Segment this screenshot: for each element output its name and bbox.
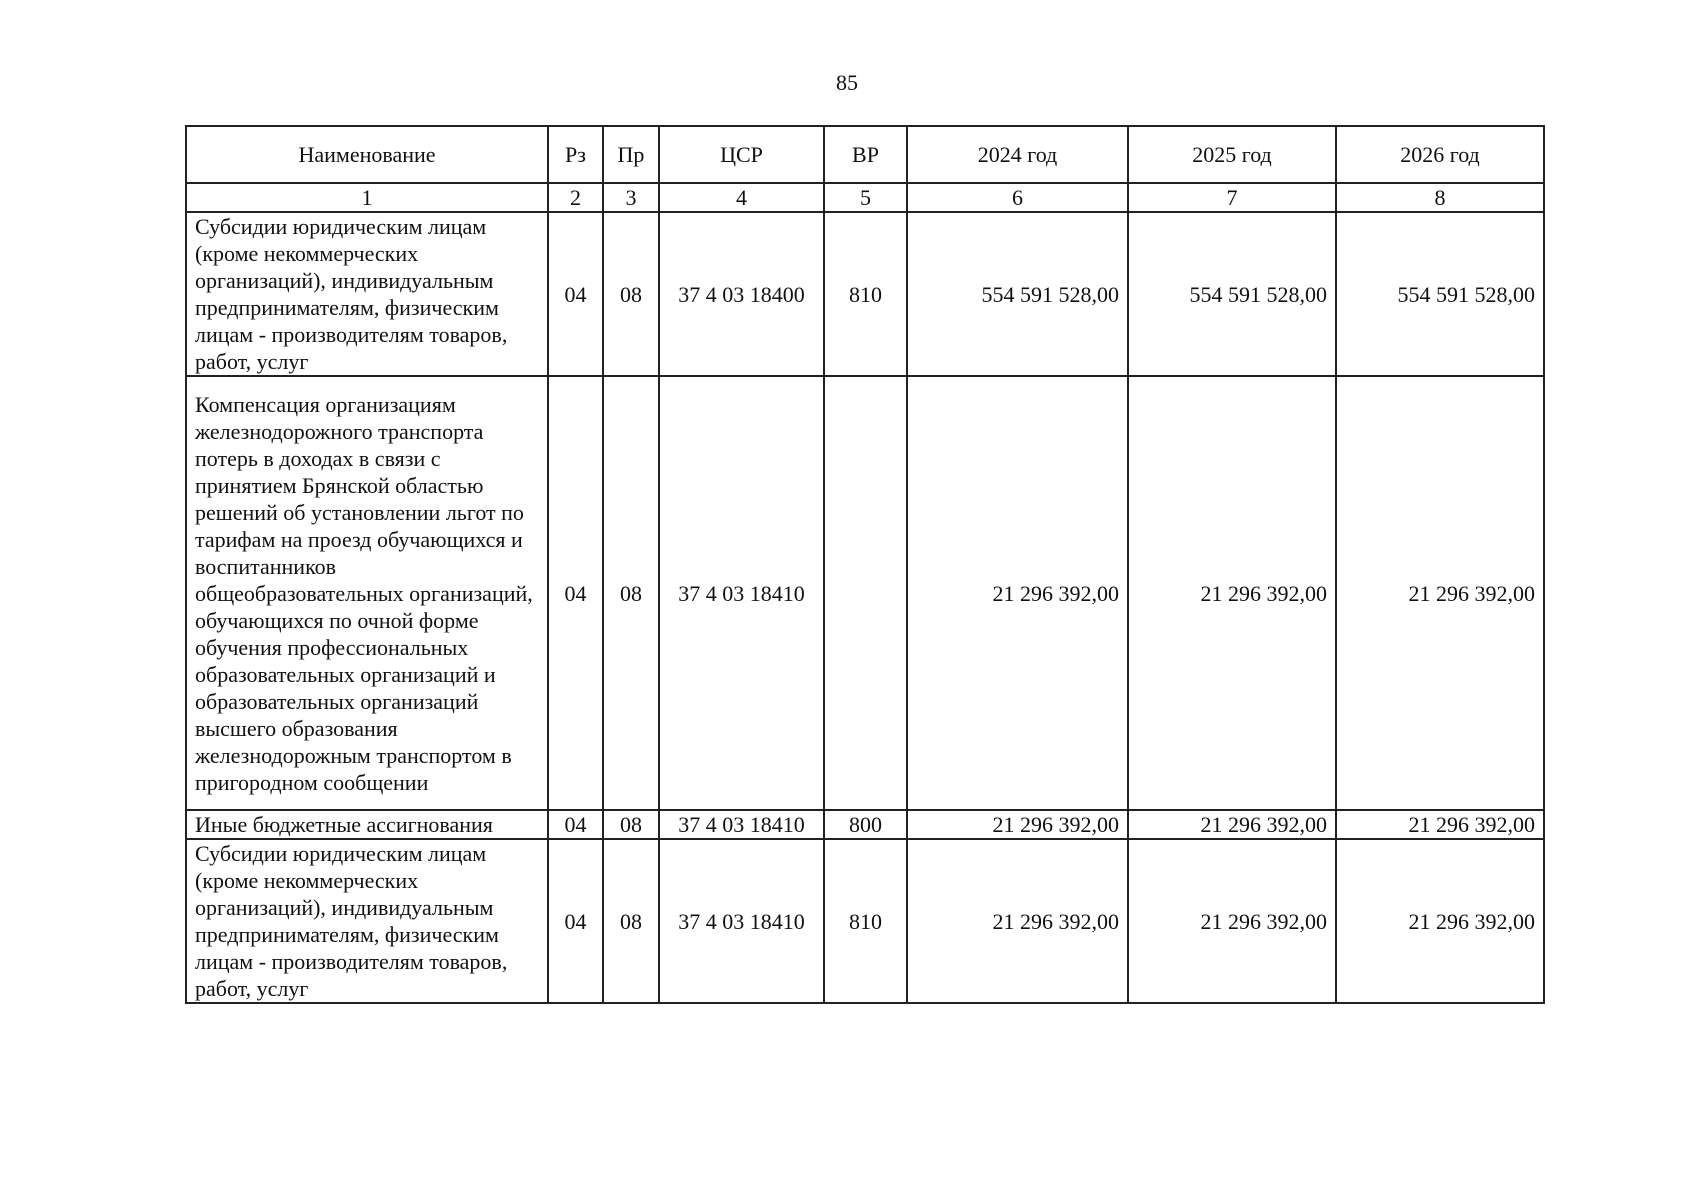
column-number: 6	[907, 183, 1128, 212]
header-2024: 2024 год	[907, 126, 1128, 183]
row-vr: 800	[824, 810, 907, 839]
row-name: Компенсация организациям железнодорожного транспорта потерь в доходах в связи с принятием Брянской областью решений об установлении льгот по тарифам на проезд обучающихся и воспитанников общеобразовательных организаций, обучающихся по очной форме обучения профессиональных образовательных организаций и образовательных организаций высшего образования железнодорожным транспортом в пригородном сообщении	[186, 376, 548, 810]
row-amount-2024: 554 591 528,00	[907, 212, 1128, 376]
row-csr: 37 4 03 18400	[659, 212, 824, 376]
header-pr: Пр	[603, 126, 659, 183]
row-pr: 08	[603, 839, 659, 1003]
header-name: Наименование	[186, 126, 548, 183]
row-pr: 08	[603, 376, 659, 810]
header-rz: Рз	[548, 126, 603, 183]
row-amount-2025: 554 591 528,00	[1128, 212, 1336, 376]
row-csr: 37 4 03 18410	[659, 839, 824, 1003]
page-number: 85	[836, 70, 858, 95]
header-2025: 2025 год	[1128, 126, 1336, 183]
row-amount-2026: 21 296 392,00	[1336, 839, 1544, 1003]
header-csr: ЦСР	[659, 126, 824, 183]
column-number: 3	[603, 183, 659, 212]
row-amount-2024: 21 296 392,00	[907, 376, 1128, 810]
row-rz: 04	[548, 212, 603, 376]
row-amount-2024: 21 296 392,00	[907, 810, 1128, 839]
row-rz: 04	[548, 839, 603, 1003]
row-name: Иные бюджетные ассигнования	[186, 810, 548, 839]
row-pr: 08	[603, 810, 659, 839]
header-vr: ВР	[824, 126, 907, 183]
header-row	[186, 126, 1544, 183]
column-number: 1	[186, 183, 548, 212]
column-number: 5	[824, 183, 907, 212]
row-amount-2025: 21 296 392,00	[1128, 839, 1336, 1003]
column-number: 2	[548, 183, 603, 212]
row-amount-2025: 21 296 392,00	[1128, 810, 1336, 839]
row-pr: 08	[603, 212, 659, 376]
row-amount-2026: 554 591 528,00	[1336, 212, 1544, 376]
column-number: 4	[659, 183, 824, 212]
row-amount-2025: 21 296 392,00	[1128, 376, 1336, 810]
column-number: 7	[1128, 183, 1336, 212]
row-rz: 04	[548, 376, 603, 810]
column-number: 8	[1336, 183, 1544, 212]
header-2026: 2026 год	[1336, 126, 1544, 183]
budget-table	[185, 125, 1545, 1004]
row-amount-2026: 21 296 392,00	[1336, 810, 1544, 839]
row-amount-2024: 21 296 392,00	[907, 839, 1128, 1003]
table-row	[186, 810, 1544, 839]
row-vr	[824, 376, 907, 810]
row-rz: 04	[548, 810, 603, 839]
row-name: Субсидии юридическим лицам (кроме некоммерческих организаций), индивидуальным предпринимателям, физическим лицам - производителям товаров, работ, услуг	[186, 212, 548, 376]
table-row	[186, 376, 1544, 810]
row-vr: 810	[824, 839, 907, 1003]
row-name: Субсидии юридическим лицам (кроме некоммерческих организаций), индивидуальным предпринимателям, физическим лицам - производителям товаров, работ, услуг	[186, 839, 548, 1003]
row-vr: 810	[824, 212, 907, 376]
table-row	[186, 212, 1544, 376]
table-row	[186, 839, 1544, 1003]
row-csr: 37 4 03 18410	[659, 810, 824, 839]
row-csr: 37 4 03 18410	[659, 376, 824, 810]
row-amount-2026: 21 296 392,00	[1336, 376, 1544, 810]
column-number-row	[186, 183, 1544, 212]
